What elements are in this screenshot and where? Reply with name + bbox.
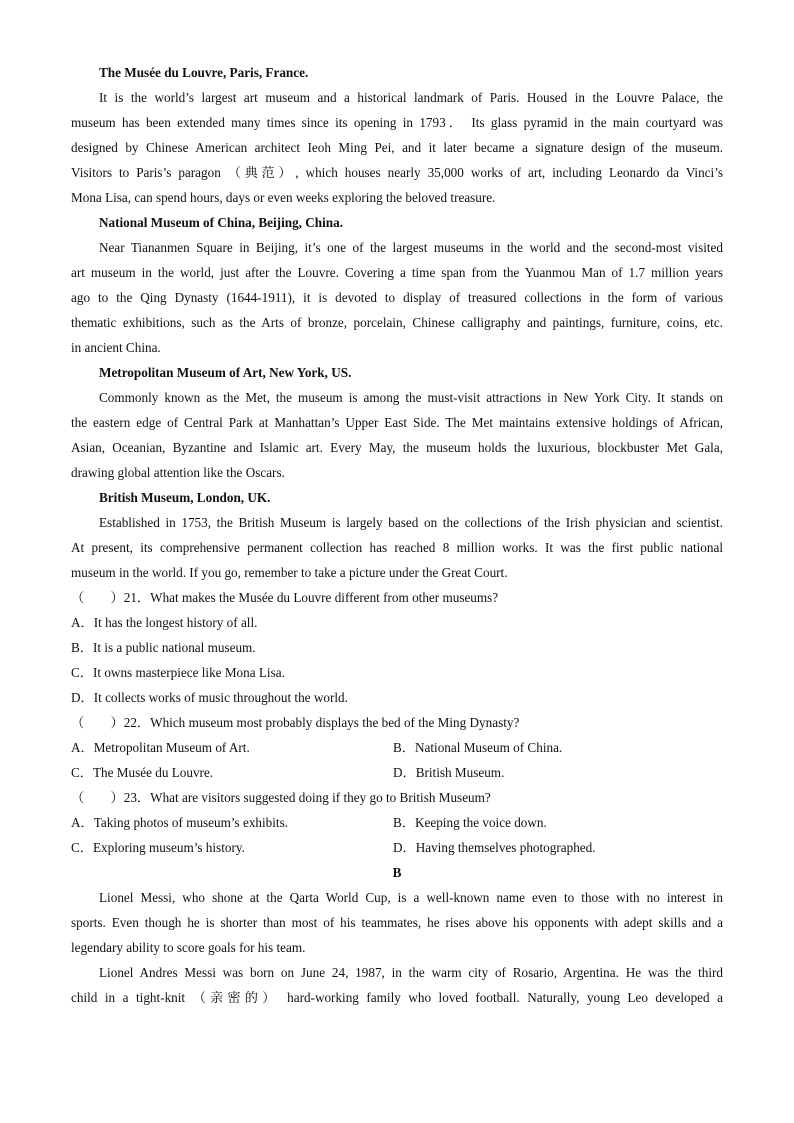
louvre-line-4: Visitors to Paris’s paragon （典范）, which houses nearly 35,000 works of art, including Leonardo da Vinci’s xyxy=(71,165,723,180)
question-22-option-c[interactable]: C．The Musée du Louvre. xyxy=(71,765,214,780)
british-line-1: Established in 1753, the British Museum is largely based on the collections of the Irish physician and scientist. xyxy=(99,515,723,530)
question-23-option-d[interactable]: D．Having themselves photographed. xyxy=(393,840,596,855)
national-line-5: in ancient China. xyxy=(71,340,161,355)
louvre-line-3: designed by Chinese American architect Ieoh Ming Pei, and it later became a signature design of the museum. xyxy=(71,140,723,155)
national-line-2: art museum in the world, just after the Louvre. Covering a time span from the Yuanmou Man of 1.7 million years xyxy=(71,265,723,280)
question-23-option-a[interactable]: A．Taking photos of museum’s exhibits. xyxy=(71,815,289,830)
question-22-options-row-2 xyxy=(71,760,723,785)
met-line-2: the eastern edge of Central Park at Manhattan’s Upper East Side. The Met maintains extensive holdings of African, xyxy=(71,415,723,430)
national-line-3: ago to the Qing Dynasty (1644-1911), it is devoted to display of treasured collections in the form of various xyxy=(71,290,723,305)
national-line-4: thematic exhibitions, such as the Arts of bronze, porcelain, Chinese calligraphy and paintings, furniture, coins, etc. xyxy=(71,315,723,330)
question-21-option-c[interactable]: C．It owns masterpiece like Mona Lisa. xyxy=(71,665,285,680)
met-line-1: Commonly known as the Met, the museum is among the must-visit attractions in New York City. It stands on xyxy=(99,390,723,405)
question-21-stem: （ ）21．What makes the Musée du Louvre different from other museums? xyxy=(71,590,499,605)
louvre-line-2: museum has been extended many times since its opening in 1793． Its glass pyramid in the main courtyard was xyxy=(71,115,723,130)
question-23-options-row-2 xyxy=(71,835,723,860)
question-23-option-b[interactable]: B．Keeping the voice down. xyxy=(393,815,547,830)
british-line-3: museum in the world. If you go, remember to take a picture under the Great Court. xyxy=(71,565,508,580)
met-heading: Metropolitan Museum of Art, New York, US. xyxy=(99,365,352,380)
question-22-options-row-1 xyxy=(71,735,723,760)
national-line-1: Near Tiananmen Square in Beijing, it’s one of the largest museums in the world and the second-most visited xyxy=(99,240,723,255)
question-21-option-a[interactable]: A．It has the longest history of all. xyxy=(71,615,258,630)
question-22-option-d[interactable]: D．British Museum. xyxy=(393,765,505,780)
reading-passage xyxy=(71,60,723,1010)
question-22-stem: （ ）22．Which museum most probably displays the bed of the Ming Dynasty? xyxy=(71,715,520,730)
question-23-options-row-1 xyxy=(71,810,723,835)
met-line-3: Asian, Oceanian, Byzantine and Islamic art. Every May, the museum holds the luxurious, blockbuster Met Gala, xyxy=(71,440,723,455)
messi-para1-line-2: sports. Even though he is shorter than most of his teammates, he rises above his opponents with adept skills and a xyxy=(71,915,723,930)
question-21-option-b[interactable]: B．It is a public national museum. xyxy=(71,640,256,655)
british-line-2: At present, its comprehensive permanent collection has reached 8 million works. It was the first public national xyxy=(71,540,723,555)
question-23-stem: （ ）23．What are visitors suggested doing if they go to British Museum? xyxy=(71,790,491,805)
louvre-line-5: Mona Lisa, can spend hours, days or even weeks exploring the beloved treasure. xyxy=(71,190,496,205)
louvre-line-1: It is the world’s largest art museum and a historical landmark of Paris. Housed in the Louvre Palace, the xyxy=(99,90,723,105)
louvre-heading: The Musée du Louvre, Paris, France. xyxy=(99,65,309,80)
section-b-label: B xyxy=(392,865,402,880)
messi-para1-line-1: Lionel Messi, who shone at the Qarta World Cup, is a well-known name even to those with no interest in xyxy=(99,890,723,905)
question-23-option-c[interactable]: C．Exploring museum’s history. xyxy=(71,840,245,855)
met-line-4: drawing global attention like the Oscars. xyxy=(71,465,285,480)
question-22-option-a[interactable]: A．Metropolitan Museum of Art. xyxy=(71,740,250,755)
messi-para1-line-3: legendary ability to score goals for his team. xyxy=(71,940,306,955)
question-21-option-d[interactable]: D．It collects works of music throughout the world. xyxy=(71,690,348,705)
messi-para2-line-2: child in a tight-knit （亲密的） hard-working family who loved football. Naturally, young Leo developed a xyxy=(71,990,723,1005)
british-heading: British Museum, London, UK. xyxy=(99,490,271,505)
messi-para2-line-1: Lionel Andres Messi was born on June 24, 1987, in the warm city of Rosario, Argentina. He was the third xyxy=(99,965,723,980)
national-heading: National Museum of China, Beijing, China. xyxy=(99,215,344,230)
question-22-option-b[interactable]: B．National Museum of China. xyxy=(393,740,563,755)
